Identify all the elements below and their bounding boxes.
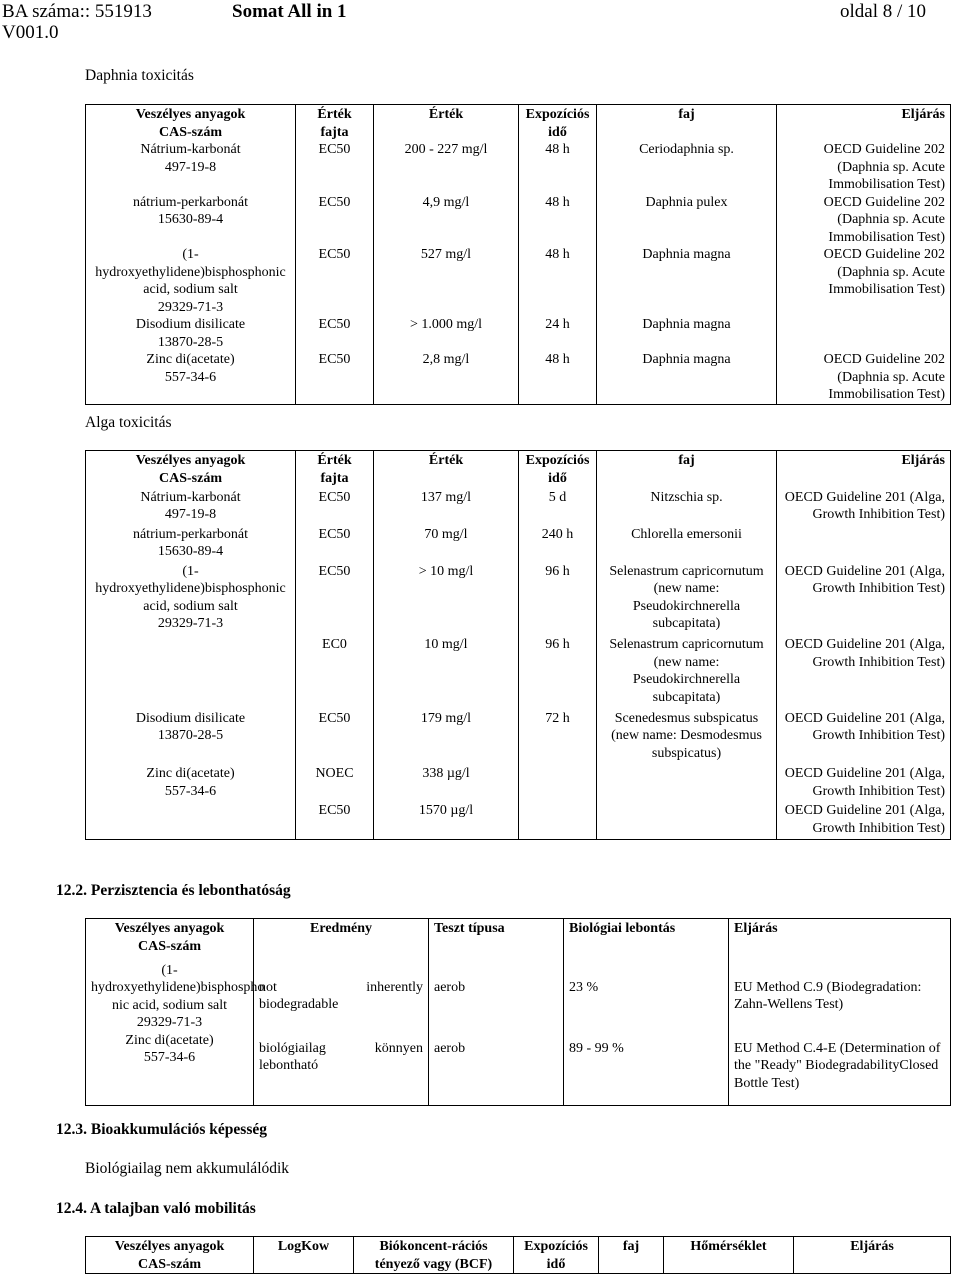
method: OECD Guideline 201 (Alga, Growth Inhibition Test)	[777, 563, 951, 637]
mobility-header-bcf: Biókoncent-rációs tényező vagy (BCF)	[354, 1237, 514, 1274]
value-type: EC50	[296, 802, 374, 839]
persistence-header-result: Eredmény	[254, 919, 429, 962]
substance-name: nátrium-perkarbonát	[132, 194, 249, 210]
species	[597, 802, 777, 839]
mobility-header-substance: Veszélyes anyagok CAS-szám	[114, 1239, 225, 1272]
value-type: EC50	[296, 710, 374, 765]
value: 10 mg/l	[374, 636, 519, 710]
species: Chlorella emersonii	[597, 526, 777, 563]
product-name: Somat All in 1	[232, 1, 347, 22]
value: 338 µg/l	[374, 765, 519, 802]
method: OECD Guideline 202 (Daphnia sp. Acute Immobilisation Test)	[777, 246, 951, 316]
persistence-table	[85, 918, 951, 1106]
alga-header-species: faj	[597, 451, 777, 489]
species	[597, 765, 777, 802]
cas-number: 15630-89-4	[157, 544, 224, 560]
test-type: aerob	[429, 962, 564, 1023]
value: 4,9 mg/l	[374, 194, 519, 247]
species: Selenastrum capricornutum (new name: Pseudokirchnerella subcapitata)	[597, 563, 777, 637]
value: 137 mg/l	[374, 489, 519, 526]
exposure: 96 h	[519, 636, 597, 710]
species: Scenedesmus subspicatus (new name: Desmodesmus subspicatus)	[597, 710, 777, 765]
exposure: 240 h	[519, 526, 597, 563]
cas-number: 557-34-6	[164, 783, 217, 799]
daphnia-header-value: Érték	[374, 105, 519, 142]
table-row	[86, 563, 951, 637]
substance-name-line: (1-	[161, 962, 178, 978]
alga-header-type: Érték fajta	[296, 451, 374, 489]
bioaccumulation-title: 12.3. Bioakkumulációs képesség	[56, 1121, 268, 1138]
cas-number: 15630-89-4	[157, 212, 224, 227]
cas-number: 29329-71-3	[136, 1015, 203, 1031]
alga-header-substance: Veszélyes anyagok CAS-szám	[135, 453, 246, 486]
exposure: 72 h	[519, 710, 597, 765]
substance-name-line: hydroxyethylidene)bisphospho	[91, 980, 265, 996]
substance-name: Zinc di(acetate)	[146, 766, 235, 782]
result-word: biológiailag	[259, 1040, 326, 1056]
value-type: EC50	[296, 194, 374, 247]
table-row	[86, 246, 951, 316]
bioaccumulation-text: Biológiailag nem akkumulálódik	[85, 1160, 290, 1177]
method: OECD Guideline 201 (Alga, Growth Inhibition Test)	[777, 710, 951, 765]
value-type: EC50	[296, 526, 374, 563]
persistence-header-test: Teszt típusa	[429, 919, 564, 962]
cas-number: 557-34-6	[143, 1050, 196, 1066]
table-row	[86, 316, 951, 351]
value: > 10 mg/l	[374, 563, 519, 637]
table-row	[86, 489, 951, 526]
persistence-title: 12.2. Perzisztencia és lebonthatóság	[56, 882, 291, 899]
exposure: 24 h	[519, 316, 597, 351]
persistence-header-substance: Veszélyes anyagok CAS-szám	[114, 921, 225, 954]
daphnia-header-method: Eljárás	[777, 105, 951, 142]
alga-header-value: Érték	[374, 451, 519, 489]
species: Daphnia pulex	[597, 194, 777, 247]
exposure: 48 h	[519, 194, 597, 247]
exposure: 96 h	[519, 563, 597, 637]
exposure: 48 h	[519, 246, 597, 316]
daphnia-header-exposure: Expozíciós idő	[519, 105, 597, 142]
table-row	[86, 351, 951, 404]
value-type: EC50	[296, 563, 374, 637]
method: EU Method C.9 (Biodegradation: Zahn-Wellens Test)	[729, 962, 951, 1023]
substance-name: Disodium disilicate	[135, 710, 246, 726]
exposure: 48 h	[519, 351, 597, 404]
alga-header-exposure: Expozíciós idő	[519, 451, 597, 489]
daphnia-header-type: Érték fajta	[296, 105, 374, 142]
value: 1570 µg/l	[374, 802, 519, 839]
cas-number: 497-19-8	[164, 507, 217, 523]
method: EU Method C.4-E (Determination of the "Ready" BiodegradabilityClosed Bottle Test)	[729, 1023, 951, 1106]
daphnia-header-species: faj	[597, 105, 777, 142]
method: OECD Guideline 201 (Alga, Growth Inhibition Test)	[777, 489, 951, 526]
ba-number: BA száma:: 551913	[2, 1, 152, 22]
mobility-title: 12.4. A talajban való mobilitás	[56, 1200, 256, 1217]
method: OECD Guideline 202 (Daphnia sp. Acute Immobilisation Test)	[777, 194, 951, 247]
species: Selenastrum capricornutum (new name: Pseudokirchnerella subcapitata)	[597, 636, 777, 710]
substance-name: (1-hydroxyethylidene)bisphosphonic acid, sodium salt	[95, 563, 286, 614]
result-word: könnyen	[374, 1040, 423, 1056]
species: Daphnia magna	[597, 246, 777, 316]
result-word: lebontható	[259, 1058, 319, 1074]
mobility-header-species: faj	[599, 1237, 664, 1274]
mobility-table	[85, 1236, 951, 1274]
result-word: inherently	[366, 979, 423, 995]
value-type: NOEC	[296, 765, 374, 802]
daphnia-header-substance: Veszélyes anyagok CAS-szám	[135, 107, 246, 140]
daphnia-title: Daphnia toxicitás	[85, 67, 194, 84]
cas-number: 13870-28-5	[157, 334, 224, 350]
method: OECD Guideline 201 (Alga, Growth Inhibition Test)	[777, 802, 951, 839]
species: Daphnia magna	[597, 351, 777, 404]
substance-name: Nátrium-karbonát	[140, 489, 241, 505]
table-row	[86, 141, 951, 194]
species: Daphnia magna	[597, 316, 777, 351]
daphnia-table	[85, 104, 951, 405]
result	[254, 1023, 429, 1106]
alga-title: Alga toxicitás	[85, 414, 172, 431]
substance-name: nátrium-perkarbonát	[132, 526, 249, 542]
method: OECD Guideline 202 (Daphnia sp. Acute Immobilisation Test)	[777, 351, 951, 404]
substance-name-line: nic acid, sodium salt	[111, 997, 228, 1013]
method	[777, 526, 951, 563]
method: OECD Guideline 202 (Daphnia sp. Acute Immobilisation Test)	[777, 141, 951, 194]
species: Ceriodaphnia sp.	[597, 141, 777, 194]
exposure: 5 d	[519, 489, 597, 526]
value-type: EC50	[296, 351, 374, 404]
table-row	[86, 765, 951, 802]
exposure	[519, 802, 597, 839]
value: > 1.000 mg/l	[374, 316, 519, 351]
value: 2,8 mg/l	[374, 351, 519, 404]
mobility-header-method: Eljárás	[794, 1237, 951, 1274]
test-type: aerob	[429, 1023, 564, 1106]
species: Nitzschia sp.	[597, 489, 777, 526]
biodegradation: 89 - 99 %	[564, 1023, 729, 1106]
page-number: oldal 8 / 10	[840, 1, 927, 22]
persistence-header-bio: Biológiai lebontás	[564, 919, 729, 962]
result-word: not	[259, 979, 277, 995]
value-type: EC50	[296, 141, 374, 194]
value-type: EC0	[296, 636, 374, 710]
method	[777, 316, 951, 351]
alga-table	[85, 450, 951, 840]
table-row	[86, 962, 951, 1023]
result-word: biodegradable	[259, 997, 339, 1013]
cas-number: 557-34-6	[164, 369, 217, 385]
cas-number: 497-19-8	[164, 159, 217, 175]
substance-name: Zinc di(acetate)	[125, 1032, 214, 1048]
mobility-header-exposure: Expozíciós idő	[514, 1237, 599, 1274]
substance-name: Zinc di(acetate)	[146, 352, 235, 367]
value: 179 mg/l	[374, 710, 519, 765]
substance-name: Disodium disilicate	[135, 317, 246, 332]
value-type: EC50	[296, 316, 374, 351]
version: V001.0	[2, 22, 59, 43]
substance-name: Nátrium-karbonát	[140, 142, 241, 157]
table-row	[86, 710, 951, 765]
table-row	[86, 636, 951, 710]
value: 70 mg/l	[374, 526, 519, 563]
cas-number: 13870-28-5	[157, 728, 224, 744]
cas-number: 29329-71-3	[157, 299, 224, 315]
table-row	[86, 194, 951, 247]
biodegradation: 23 %	[564, 962, 729, 1023]
value-type: EC50	[296, 246, 374, 316]
method: OECD Guideline 201 (Alga, Growth Inhibition Test)	[777, 636, 951, 710]
exposure: 48 h	[519, 141, 597, 194]
mobility-header-logkow: LogKow	[254, 1237, 354, 1274]
result	[254, 962, 429, 1023]
value: 527 mg/l	[374, 246, 519, 316]
method: OECD Guideline 201 (Alga, Growth Inhibition Test)	[777, 765, 951, 802]
mobility-header-temperature: Hőmérséklet	[664, 1237, 794, 1274]
table-row	[86, 802, 951, 839]
persistence-header-method: Eljárás	[729, 919, 951, 962]
exposure	[519, 765, 597, 802]
value: 200 - 227 mg/l	[374, 141, 519, 194]
table-row	[86, 526, 951, 563]
value-type: EC50	[296, 489, 374, 526]
alga-header-method: Eljárás	[777, 451, 951, 489]
cas-number: 29329-71-3	[157, 616, 224, 632]
substance-name: (1-hydroxyethylidene)bisphosphonic acid, sodium salt	[95, 247, 286, 297]
